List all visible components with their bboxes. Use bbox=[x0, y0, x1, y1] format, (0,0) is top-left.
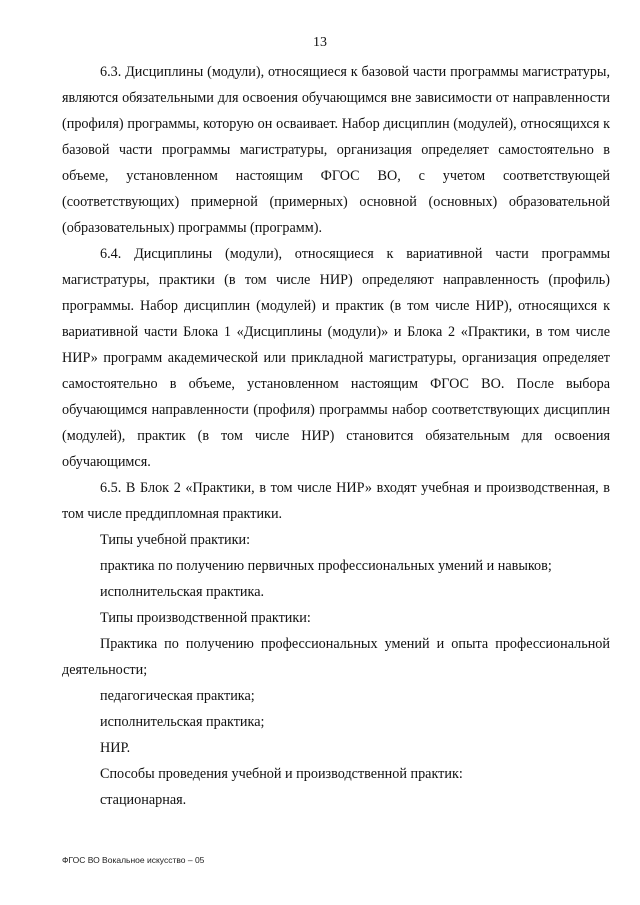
paragraph-6-3: 6.3. Дисциплины (модули), относящиеся к базовой части программы магистратуры, являются обязательными для освоения обучающимся вне зависимости от направленности (профиля) программы, которую он осваивает. Набор дисциплин (модулей), относящихся к базовой части программы магистратуры, организация определяет самостоятельно в объеме, установленном настоящим ФГОС ВО, с учетом соответствующей (соответствующих) примерной (примерных) основной (основных) образовательной (образовательных) программы (программ). bbox=[62, 64, 610, 236]
paragraph-6-5: 6.5. В Блок 2 «Практики, в том числе НИР» входят учебная и производственная, в том числе преддипломная практики. bbox=[62, 480, 610, 522]
page-number: 13 bbox=[313, 35, 327, 50]
study-practice-type-2: исполнительская практика. bbox=[100, 584, 265, 600]
practice-methods-heading: Способы проведения учебной и производственной практик: bbox=[100, 766, 463, 782]
production-practice-type-4: НИР. bbox=[100, 740, 131, 756]
production-practice-type-1: Практика по получению профессиональных умений и опыта профессиональной деятельности; bbox=[62, 636, 610, 678]
study-practice-type-1: практика по получению первичных профессиональных умений и навыков; bbox=[100, 558, 552, 574]
page-footer: ФГОС ВО Вокальное искусство – 05 bbox=[62, 855, 205, 865]
document-body bbox=[62, 59, 610, 813]
practice-method-1: стационарная. bbox=[100, 792, 187, 808]
study-practice-types-heading: Типы учебной практики: bbox=[100, 532, 251, 548]
paragraph-6-4: 6.4. Дисциплины (модули), относящиеся к вариативной части программы магистратуры, практики (в том числе НИР) определяют направленность (профиль) программы. Набор дисциплин (модулей) и практик (в том числе НИР), относящихся к вариативной части Блока 1 «Дисциплины (модули)» и Блока 2 «Практики, в том числе НИР» программ академической или прикладной магистратуры, организация определяет самостоятельно в объеме, установленном настоящим ФГОС ВО. После выбора обучающимся направленности (профиля) программы набор соответствующих дисциплин (модулей), практик (в том числе НИР) становится обязательным для освоения обучающимся. bbox=[62, 246, 610, 470]
production-practice-types-heading: Типы производственной практики: bbox=[100, 610, 311, 626]
production-practice-type-3: исполнительская практика; bbox=[100, 714, 265, 730]
production-practice-type-2: педагогическая практика; bbox=[100, 688, 255, 704]
